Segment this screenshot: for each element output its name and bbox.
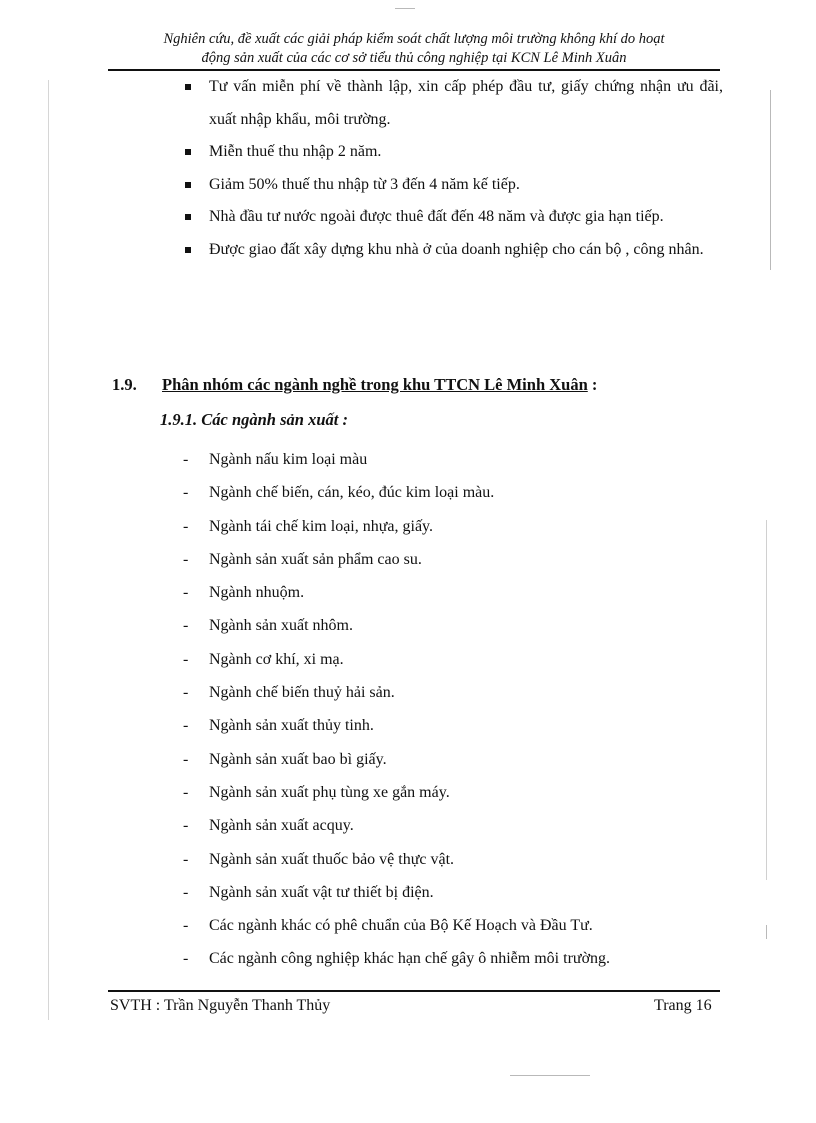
- dash-bullet: -: [183, 817, 189, 835]
- header-line-2: động sản xuất của các cơ sở tiểu thủ công nghiệp tại KCN Lê Minh Xuân: [201, 50, 627, 66]
- square-bullet-icon: [185, 247, 191, 253]
- industry-text: Ngành chế biến, cán, kéo, đúc kim loại màu.: [209, 484, 495, 502]
- list-item: [183, 576, 723, 609]
- industry-text: Ngành sản xuất bao bì giấy.: [209, 750, 387, 768]
- list-item: [183, 476, 723, 509]
- scan-mark-left: [48, 80, 49, 1020]
- industry-text: Ngành sản xuất acquy.: [209, 817, 354, 835]
- square-bullet-icon: [185, 149, 191, 155]
- section-number: 1.9.: [112, 375, 137, 394]
- square-bullet-icon: [185, 214, 191, 220]
- incentive-text: Miễn thuế thu nhập 2 năm.: [209, 143, 382, 160]
- incentive-item: [183, 71, 723, 136]
- industry-text: Ngành nhuộm.: [209, 584, 305, 602]
- section-heading: [112, 375, 597, 395]
- dash-bullet: -: [183, 750, 189, 768]
- scan-mark-bottom: [510, 1075, 590, 1076]
- dash-bullet: -: [183, 517, 189, 535]
- industry-list: [183, 443, 723, 976]
- square-bullet-icon: [185, 84, 191, 90]
- scan-mark-right: [770, 90, 771, 270]
- list-item: [183, 609, 723, 642]
- dash-bullet: -: [183, 950, 189, 968]
- dash-bullet: -: [183, 617, 189, 635]
- industry-text: Ngành cơ khí, xi mạ.: [209, 650, 344, 668]
- industry-text: Các ngành khác có phê chuẩn của Bộ Kế Hoạch và Đầu Tư.: [209, 917, 593, 935]
- list-item: [183, 809, 723, 842]
- list-item: [183, 776, 723, 809]
- industry-text: Các ngành công nghiệp khác hạn chế gây ô nhiễm môi trường.: [209, 950, 611, 968]
- incentive-item: [183, 136, 723, 169]
- industry-text: Ngành sản xuất nhôm.: [209, 617, 353, 635]
- industry-text: Ngành sản xuất vật tư thiết bị điện.: [209, 883, 434, 901]
- dash-bullet: -: [183, 917, 189, 935]
- square-bullet-icon: [185, 182, 191, 188]
- incentive-item: [183, 234, 723, 267]
- incentive-text: Nhà đầu tư nước ngoài được thuê đất đến 48 năm và được gia hạn tiếp.: [209, 208, 664, 225]
- industry-text: Ngành sản xuất phụ tùng xe gắn máy.: [209, 783, 450, 801]
- industry-text: Ngành tái chế kim loại, nhựa, giấy.: [209, 517, 434, 535]
- list-item: [183, 843, 723, 876]
- dash-bullet: -: [183, 883, 189, 901]
- dash-bullet: -: [183, 550, 189, 568]
- list-item: [183, 543, 723, 576]
- footer-page-number: Trang 16: [654, 997, 712, 1014]
- dash-bullet: -: [183, 650, 189, 668]
- footer-rule: [108, 990, 720, 992]
- incentive-text: Được giao đất xây dựng khu nhà ở của doanh nghiệp cho cán bộ , công nhân.: [209, 240, 704, 258]
- scan-mark-right-3: [766, 925, 767, 939]
- incentive-text: Giảm 50% thuế thu nhập từ 3 đến 4 năm kế tiếp.: [209, 175, 520, 193]
- dash-bullet: -: [183, 684, 189, 702]
- list-item: [183, 510, 723, 543]
- dash-bullet: -: [183, 783, 189, 801]
- incentive-item: [183, 201, 723, 234]
- industry-text: Ngành chế biến thuỷ hải sản.: [209, 684, 395, 702]
- header-line-1: Nghiên cứu, đề xuất các giải pháp kiểm soát chất lượng môi trường không khí do hoạt: [163, 31, 665, 47]
- incentive-text: Tư vấn miễn phí về thành lập, xin cấp phép đầu tư, giấy chứng nhận ưu đãi, xuất nhập khẩu, môi trường.: [209, 78, 723, 128]
- industry-text: Ngành sản xuất sản phẩm cao su.: [209, 550, 422, 568]
- dash-bullet: -: [183, 850, 189, 868]
- industry-text: Ngành nấu kim loại màu: [209, 451, 368, 468]
- scan-mark-top: [395, 8, 415, 9]
- list-item: [183, 443, 723, 476]
- dash-bullet: -: [183, 451, 189, 468]
- dash-bullet: -: [183, 584, 189, 602]
- list-item: [183, 643, 723, 676]
- industry-text: Ngành sản xuất thuốc bảo vệ thực vật.: [209, 850, 455, 868]
- list-item: [183, 942, 723, 975]
- running-header: [108, 30, 720, 68]
- subsection-heading: 1.9.1. Các ngành sản xuất :: [160, 410, 348, 429]
- list-item: [183, 743, 723, 776]
- dash-bullet: -: [183, 484, 189, 502]
- section-title: Phân nhóm các ngành nghề trong khu TTCN Lê Minh Xuân: [162, 375, 588, 394]
- incentive-item: [183, 169, 723, 202]
- industry-text: Ngành sản xuất thủy tinh.: [209, 717, 374, 735]
- footer-author: SVTH : Trần Nguyễn Thanh Thủy: [110, 997, 331, 1014]
- list-item: [183, 709, 723, 742]
- list-item: [183, 876, 723, 909]
- incentive-list: [183, 71, 723, 266]
- dash-bullet: -: [183, 717, 189, 735]
- list-item: [183, 676, 723, 709]
- scan-mark-right-2: [766, 520, 767, 880]
- section-suffix: :: [587, 375, 598, 394]
- list-item: [183, 909, 723, 942]
